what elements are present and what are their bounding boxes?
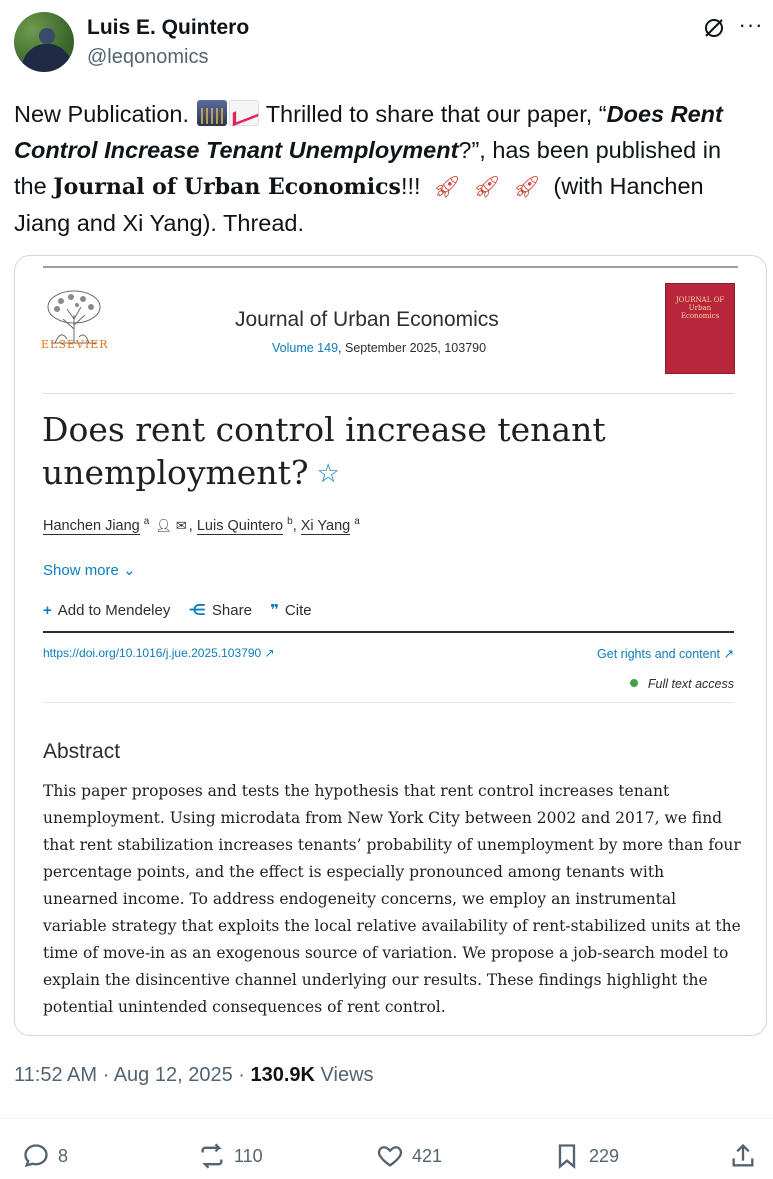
paper-title [42, 408, 642, 496]
tweet-text-part: (with Hanchen Jiang and Xi Yang). Thread. [14, 173, 704, 236]
views-count: 130.9K [250, 1064, 315, 1086]
avatar[interactable] [14, 12, 74, 72]
action-label: Share [211, 602, 252, 619]
rocket-emoji-icon: 🚀︎ [473, 174, 501, 199]
repost-count: 110 [234, 1145, 263, 1166]
tweet-text-part: Thrilled to share that our paper, “ [265, 101, 607, 127]
divider [43, 631, 734, 633]
divider [43, 393, 734, 394]
external-link-icon: ↗ [723, 647, 734, 661]
tweet-text [14, 96, 759, 241]
volume-link[interactable]: Volume 149 [272, 341, 339, 355]
rights-link[interactable] [597, 646, 734, 661]
cite-button[interactable] [270, 602, 312, 619]
person-icon[interactable]: 👤︎ [155, 517, 172, 533]
bookmark-count: 229 [589, 1145, 620, 1166]
doi-link[interactable] [43, 646, 275, 660]
author-affiliation: a [354, 516, 360, 527]
views-label: Views [320, 1064, 374, 1086]
cover-text: JOURNAL OF Urban Economics [675, 296, 725, 320]
access-text: Full text access [647, 677, 734, 691]
author-link[interactable]: Xi Yang [300, 517, 351, 534]
author-affiliation: a [143, 516, 150, 527]
author-list: Hanchen Jiang $^a$ 👤︎ ✉ , Luis Quintero $^b$, Xi Yang $^a$ [43, 516, 360, 534]
article-actions [43, 601, 326, 619]
divider [43, 702, 734, 703]
add-to-mendeley-button[interactable] [43, 602, 170, 619]
more-options-icon[interactable]: ··· [738, 12, 764, 37]
like-button[interactable] [376, 1138, 442, 1174]
author-link[interactable]: Luis Quintero [196, 517, 284, 534]
access-status [630, 677, 734, 691]
plus-icon: + [43, 602, 52, 619]
star-icon[interactable]: ☆ [316, 459, 340, 489]
divider [43, 266, 738, 268]
divider [0, 1118, 773, 1119]
paper-title-text: Does rent control increase tenant unemployment? [42, 410, 606, 492]
rocket-emoji-icon: 🚀︎ [433, 174, 461, 199]
journal-cover[interactable] [665, 283, 735, 374]
show-more-button[interactable] [43, 561, 136, 579]
author-name[interactable]: Luis E. Quintero [87, 16, 250, 39]
share-upload-icon [729, 1142, 757, 1170]
reply-icon [22, 1142, 50, 1170]
publisher-name: ELSEVIER [41, 338, 109, 351]
engagement-bar [0, 1138, 773, 1174]
repost-button[interactable] [198, 1138, 263, 1174]
reply-count: 8 [58, 1145, 69, 1166]
author-link[interactable]: Hanchen Jiang [43, 517, 140, 534]
grok-icon[interactable] [702, 16, 726, 40]
issue-info: , September 2025, 103790 [338, 341, 487, 355]
tweet-text-part: New Publication. [14, 101, 190, 127]
share-icon: ⋲ [188, 602, 206, 619]
share-tweet-button[interactable] [729, 1138, 765, 1174]
rocket-emoji-icon: 🚀︎ [512, 174, 541, 199]
repost-icon [198, 1142, 226, 1170]
tweet-time[interactable]: 11:52 AM [14, 1064, 98, 1086]
action-label: Add to Mendeley [57, 602, 171, 619]
tweet-header [14, 12, 764, 74]
chevron-down-icon: ⌄ [123, 562, 136, 579]
doi-text: https://doi.org/10.1016/j.jue.2025.103790 [43, 646, 262, 660]
quote-icon: ❞ [270, 602, 279, 619]
rights-text: Get rights and content [597, 647, 721, 661]
bookmark-button[interactable] [553, 1138, 619, 1174]
bookmark-icon [553, 1142, 581, 1170]
email-icon[interactable]: ✉ [175, 517, 187, 533]
cityscape-emoji-icon [197, 100, 227, 126]
tweet-date[interactable]: Aug 12, 2025 [113, 1064, 233, 1086]
media-card[interactable] [14, 255, 767, 1036]
status-dot-icon [630, 679, 638, 687]
tweet-paper-title: Does Rent Control Increase Tenant Unemployment [14, 101, 723, 163]
author-affiliation: b [287, 516, 293, 527]
tweet-journal-name: Journal of Urban Economics [53, 174, 401, 200]
show-more-label: Show more [43, 562, 119, 579]
tweet-meta: 11:52 AM · Aug 12, 2025 · 130.9K Views [14, 1064, 374, 1086]
chart-increasing-emoji-icon [229, 100, 259, 126]
heart-icon [376, 1142, 404, 1170]
tweet-text-part: !!! [400, 173, 421, 199]
external-link-icon: ↗ [264, 646, 275, 660]
journal-name[interactable]: Journal of Urban Economics [235, 308, 499, 331]
abstract-text: This paper proposes and tests the hypothesis that rent control increases tenant unemployment. Using microdata from New York City between 2002 and 2017, we find that rent stabilization increases tenants’ probability of unemployment by more than four percentage points, and the effect is especially pronounced among tenants with unearned income. To address endogeneity concerns, we employ an instrumental variable strategy that exploits the local relative availability of rent-stabilized units at the time of move-in as an exogenous source of variation. We propose a job-search model to explain the disincentive channel underlying our results. These findings highlight the potential unintended consequences of rent control. [43, 782, 741, 1016]
tweet-text-part: ?”, has been published in the [14, 137, 722, 199]
abstract-heading: Abstract [43, 740, 121, 763]
action-label: Cite [284, 602, 312, 619]
share-button[interactable] [189, 602, 252, 619]
like-count: 421 [412, 1145, 443, 1166]
journal-info [272, 341, 486, 355]
reply-button[interactable] [22, 1138, 68, 1174]
author-handle[interactable]: @leqonomics [87, 46, 209, 68]
